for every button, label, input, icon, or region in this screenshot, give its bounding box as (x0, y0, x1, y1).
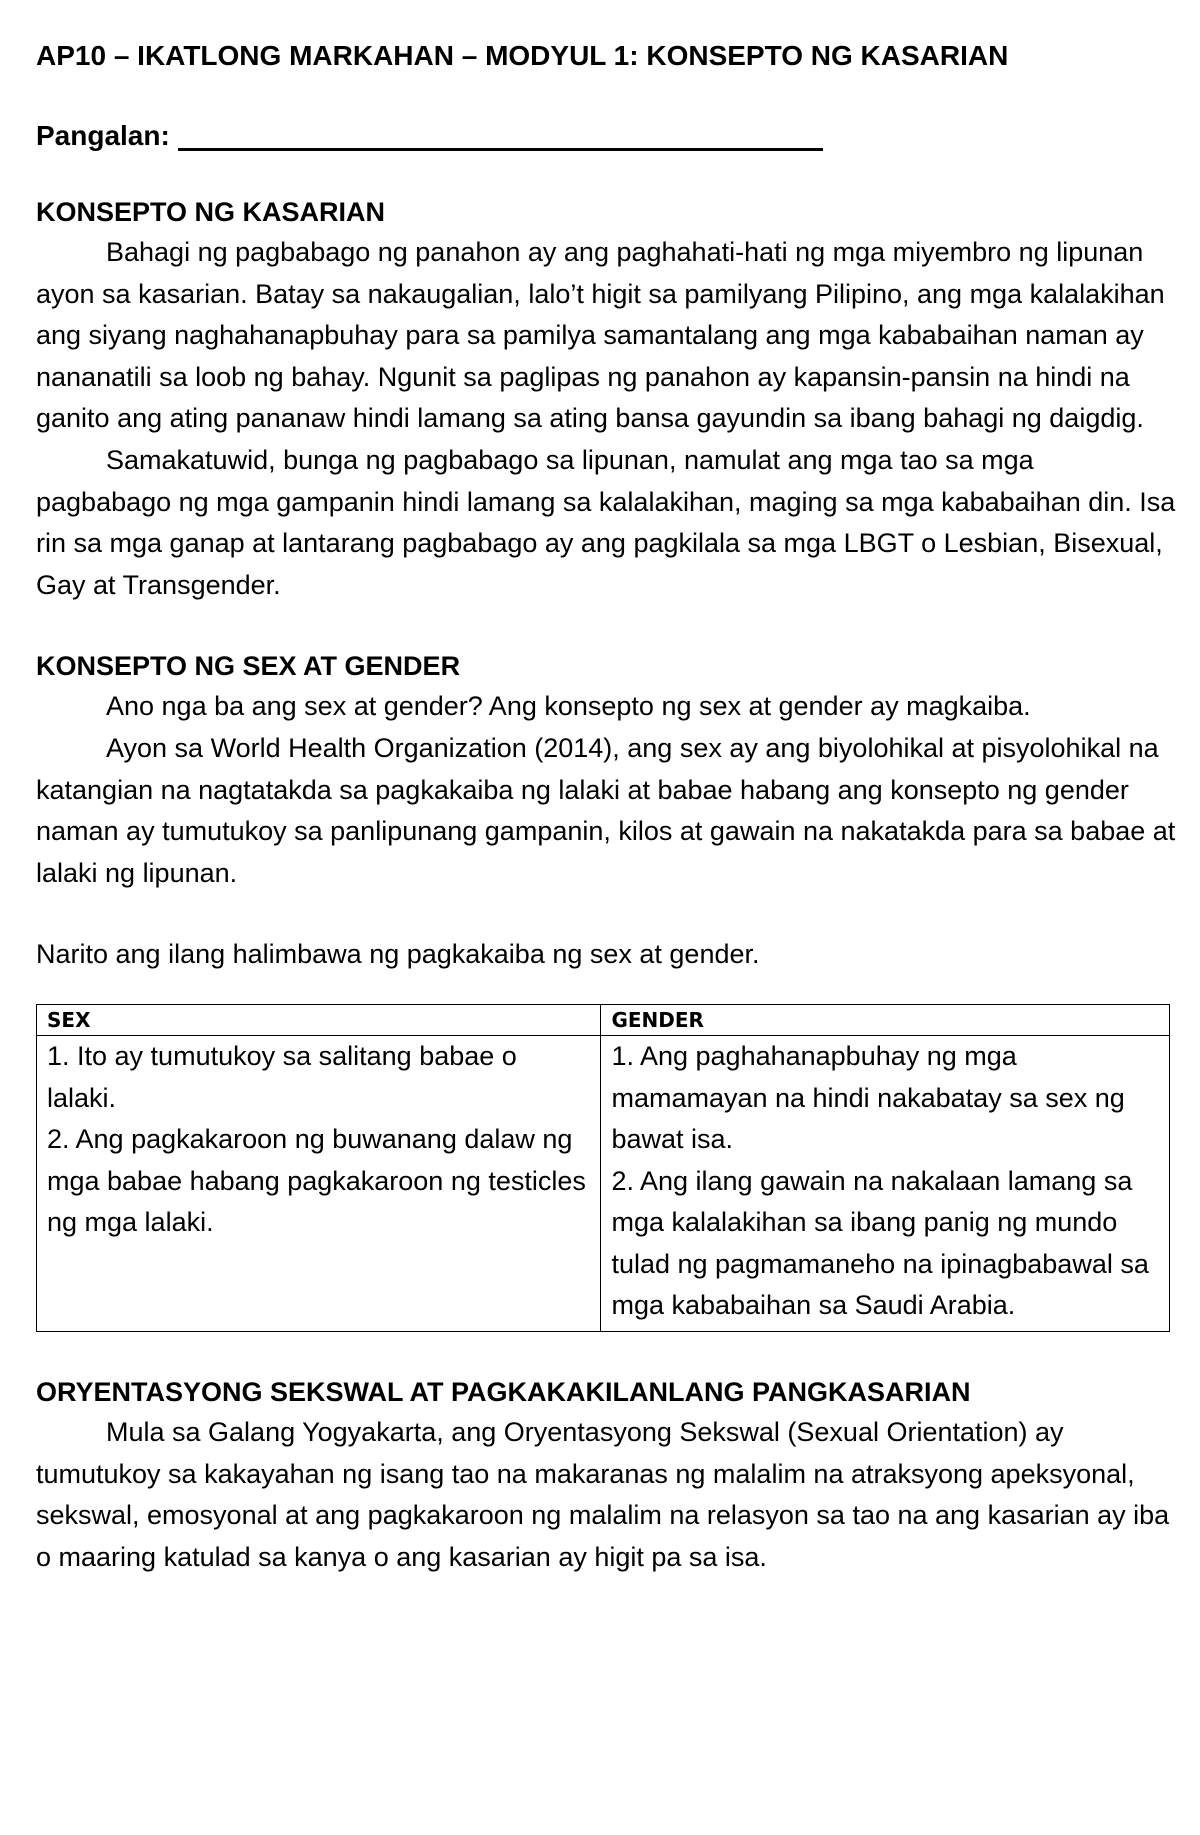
sex-cell (37, 1035, 601, 1331)
gender-item: 1. Ang paghahanapbuhay ng mga mamamayan na hindi nakabatay sa sex ng bawat isa. (611, 1040, 1125, 1155)
section-heading: KONSEPTO NG KASARIAN (36, 197, 386, 227)
paragraph: Ano nga ba ang sex at gender? Ang konsepto ng sex at gender ay magkaiba. (106, 691, 1031, 722)
table-header-sex: SEX (37, 1004, 601, 1035)
gender-cell (601, 1035, 1170, 1331)
table-row (37, 1035, 1170, 1331)
section-oryentasyong-sekswal (36, 1372, 1176, 1578)
section-sex-at-gender (36, 646, 1176, 1332)
sex-item: 1. Ito ay tumutukoy sa salitang babae o lalaki. (47, 1040, 517, 1113)
name-field-row (36, 116, 1176, 156)
paragraph: Bahagi ng pagbabago ng panahon ay ang paghahati-hati ng mga miyembro ng lipunan ayon sa kasarian. Batay sa nakaugalian, lalo’t higit sa pamilyang Pilipino, ang mga kalalakihan ang siyang naghahanapbuhay para sa pamilya samantalang ang mga kababaihan naman ay nananatili sa loob ng bahay. Ngunit sa paglipas ng panahon ay kapansin-pansin na hindi na ganito ang ating pananaw hindi lamang sa ating bansa gayundin sa ibang bahagi ng daigdig. (36, 237, 1165, 434)
gender-item: 2. Ang ilang gawain na nakalaan lamang sa mga kalalakihan sa ibang panig ng mundo tulad ng pagmamaneho na ipinagbabawal sa mga kababaihan sa Saudi Arabia. (611, 1165, 1149, 1321)
document-page (36, 30, 1176, 1578)
paragraph: Mula sa Galang Yogyakarta, ang Oryentasyong Sekswal (Sexual Orientation) ay tumutukoy sa kakayahan ng isang tao na makaranas ng malalim na atraksyong apeksyonal, sekswal, emosyonal at ang pagkakaroon ng malalim na relasyon sa tao na ang kasarian ay iba o maaring katulad sa kanya o ang kasarian ay higit pa sa isa. (36, 1417, 1170, 1572)
sex-gender-table (36, 1004, 1170, 1332)
paragraph: Samakatuwid, bunga ng pagbabago sa lipunan, namulat ang mga tao sa mga pagbabago ng mga gampanin hindi lamang sa kalalakihan, maging sa mga kababaihan din. Isa rin sa mga ganap at lantarang pagbabago ay ang pagkilala sa mga LBGT o Lesbian, Bisexual, Gay at Transgender. (36, 444, 1176, 600)
sex-item: 2. Ang pagkakaroon ng buwanang dalaw ng mga babae habang pagkakaroon ng testicles ng mga lalaki. (47, 1124, 586, 1238)
document-title: AP10 – IKATLONG MARKAHAN – MODYUL 1: KONSEPTO NG KASARIAN (36, 40, 1009, 71)
table-intro: Narito ang ilang halimbawa ng pagkakaiba ng sex at gender. (36, 939, 760, 970)
section-konsepto-ng-kasarian (36, 192, 1176, 606)
name-label: Pangalan: (36, 120, 170, 151)
table-header-row (37, 1004, 1170, 1035)
section-heading: ORYENTASYONG SEKSWAL AT PAGKAKAKILANLANG PANGKASARIAN (36, 1377, 971, 1408)
name-blank-line[interactable] (178, 118, 823, 151)
paragraph: Ayon sa World Health Organization (2014), ang sex ay ang biyolohikal at pisyolohikal na katangian na nagtatakda sa pagkakaiba ng lalaki at babae habang ang konsepto ng gender naman ay tumutukoy sa panlipunang gampanin, kilos at gawain na nakatakda para sa babae at lalaki ng lipunan. (36, 732, 1176, 888)
table-header-gender: GENDER (601, 1004, 1170, 1035)
section-heading: KONSEPTO NG SEX AT GENDER (36, 651, 461, 682)
